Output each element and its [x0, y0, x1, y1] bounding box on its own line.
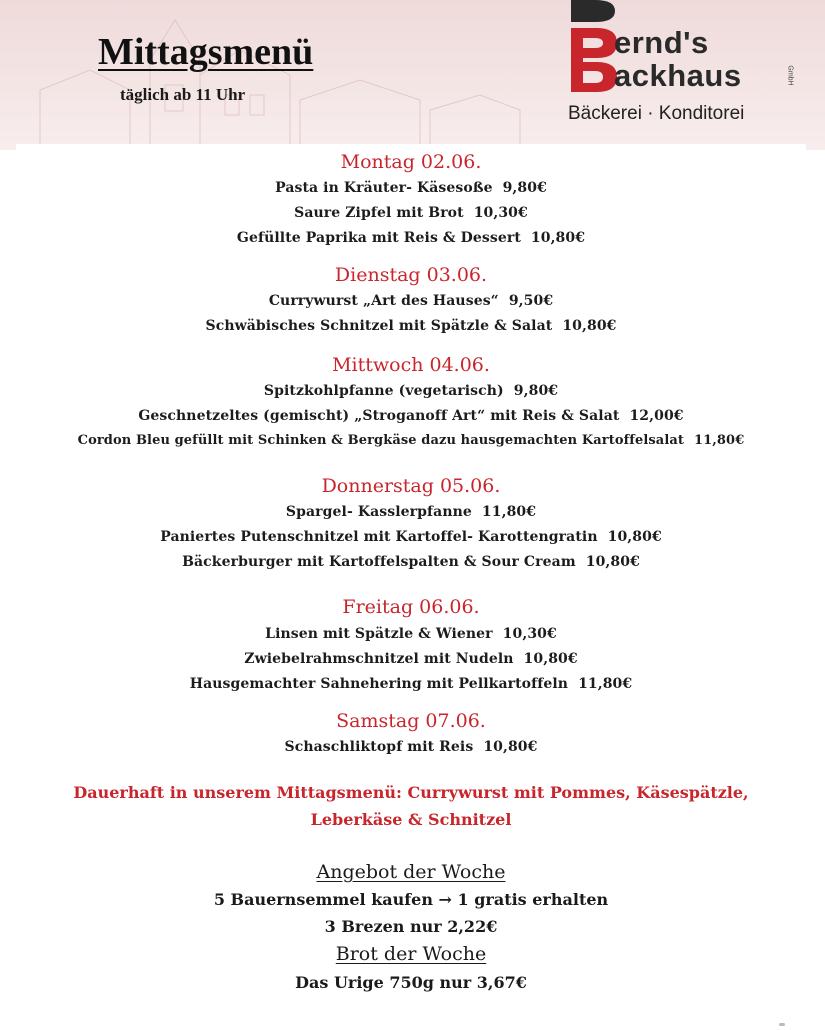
item-price: 9,50€ [508, 293, 554, 309]
permanent-menu-note [16, 779, 806, 833]
item-price: 10,80€ [530, 230, 586, 246]
logo-tagline: Bäckerei · Konditorei [568, 103, 745, 124]
menu-header [0, 0, 825, 150]
menu-item [16, 554, 806, 570]
menu-item [16, 529, 806, 545]
menu-item [16, 383, 806, 399]
menu-item [16, 739, 806, 755]
menu-item [16, 676, 806, 692]
day-heading-monday: Montag 02.06. [340, 151, 482, 173]
page-title: Mittagsmenü [98, 31, 314, 73]
item-name: Schaschliktopf mit Reis [284, 739, 474, 755]
menu-item [16, 433, 806, 448]
logo-name-line1: ernd's [614, 25, 709, 60]
permanent-line-1: Dauerhaft in unserem Mittagsmenü: Currywurst mit Pommes, Käsespätzle, [73, 783, 749, 802]
item-price: 10,80€ [585, 554, 640, 570]
offer-line-1: 5 Bauernsemmel kaufen → 1 gratis erhalten [213, 890, 609, 909]
item-price: 9,80€ [513, 383, 559, 399]
menu-card [16, 144, 806, 1019]
bread-heading: Brot der Woche [335, 943, 487, 965]
menu-item [16, 180, 806, 196]
item-name: Schwäbisches Schnitzel mit Spätzle & Salat [205, 318, 553, 334]
item-price: 11,80€ [694, 433, 745, 448]
bread-line-1: Das Urige 750g nur 3,67€ [295, 973, 527, 992]
menu-item [16, 318, 806, 334]
bakery-logo [565, 0, 794, 135]
day-heading-friday: Freitag 06.06. [342, 596, 480, 618]
item-price: 11,80€ [481, 504, 537, 520]
day-heading-wednesday: Mittwoch 04.06. [332, 354, 490, 376]
item-price: 10,30€ [473, 205, 528, 221]
item-name: Paniertes Putenschnitzel mit Kartoffel- Karottengratin [160, 529, 598, 545]
menu-item [16, 504, 806, 520]
offer-line-2: 3 Brezen nur 2,22€ [324, 917, 498, 936]
item-price: 10,80€ [483, 739, 538, 755]
logo-name-line2: ackhaus [614, 58, 742, 93]
day-heading-tuesday: Dienstag 03.06. [334, 264, 488, 286]
opening-time-subtitle: täglich ab 11 Uhr [120, 85, 246, 104]
item-name: Currywurst „Art des Hauses“ [268, 293, 499, 309]
item-price: 11,80€ [578, 676, 633, 692]
menu-item [16, 293, 806, 309]
item-name: Linsen mit Spätzle & Wiener [265, 626, 493, 642]
item-name: Saure Zipfel mit Brot [294, 205, 464, 221]
menu-item [16, 205, 806, 221]
logo-gmbh: GmbH [786, 65, 794, 86]
item-name: Bäckerburger mit Kartoffelspalten & Sour Cream [182, 554, 576, 570]
page-corner-mark [779, 1023, 785, 1026]
day-heading-thursday: Donnerstag 05.06. [321, 475, 501, 497]
item-price: 9,80€ [502, 180, 547, 196]
item-name: Cordon Bleu gefüllt mit Schinken & Bergkäse dazu hausgemachten Kartoffelsalat [77, 433, 684, 448]
offer-heading: Angebot der Woche [316, 861, 506, 883]
menu-item [16, 626, 806, 642]
menu-item [16, 651, 806, 667]
item-name: Gefüllte Paprika mit Reis & Dessert [236, 230, 521, 246]
item-price: 10,80€ [523, 651, 578, 667]
item-name: Zwiebelrahmschnitzel mit Nudeln [244, 651, 514, 667]
permanent-line-2: Leberkäse & Schnitzel [310, 810, 512, 829]
menu-item [16, 230, 806, 246]
item-price: 10,30€ [502, 626, 557, 642]
item-name: Geschnetzeltes (gemischt) „Stroganoff Art“ mit Reis & Salat [138, 408, 620, 424]
item-name: Pasta in Kräuter- Käsesoße [275, 180, 493, 196]
item-name: Spitzkohlpfanne (vegetarisch) [263, 383, 504, 399]
menu-item [16, 408, 806, 424]
item-name: Hausgemachter Sahnehering mit Pellkartoffeln [189, 676, 569, 692]
item-name: Spargel- Kasslerpfanne [285, 504, 472, 520]
item-price: 10,80€ [562, 318, 617, 334]
day-heading-saturday: Samstag 07.06. [336, 710, 486, 732]
item-price: 10,80€ [607, 529, 662, 545]
item-price: 12,00€ [629, 408, 684, 424]
